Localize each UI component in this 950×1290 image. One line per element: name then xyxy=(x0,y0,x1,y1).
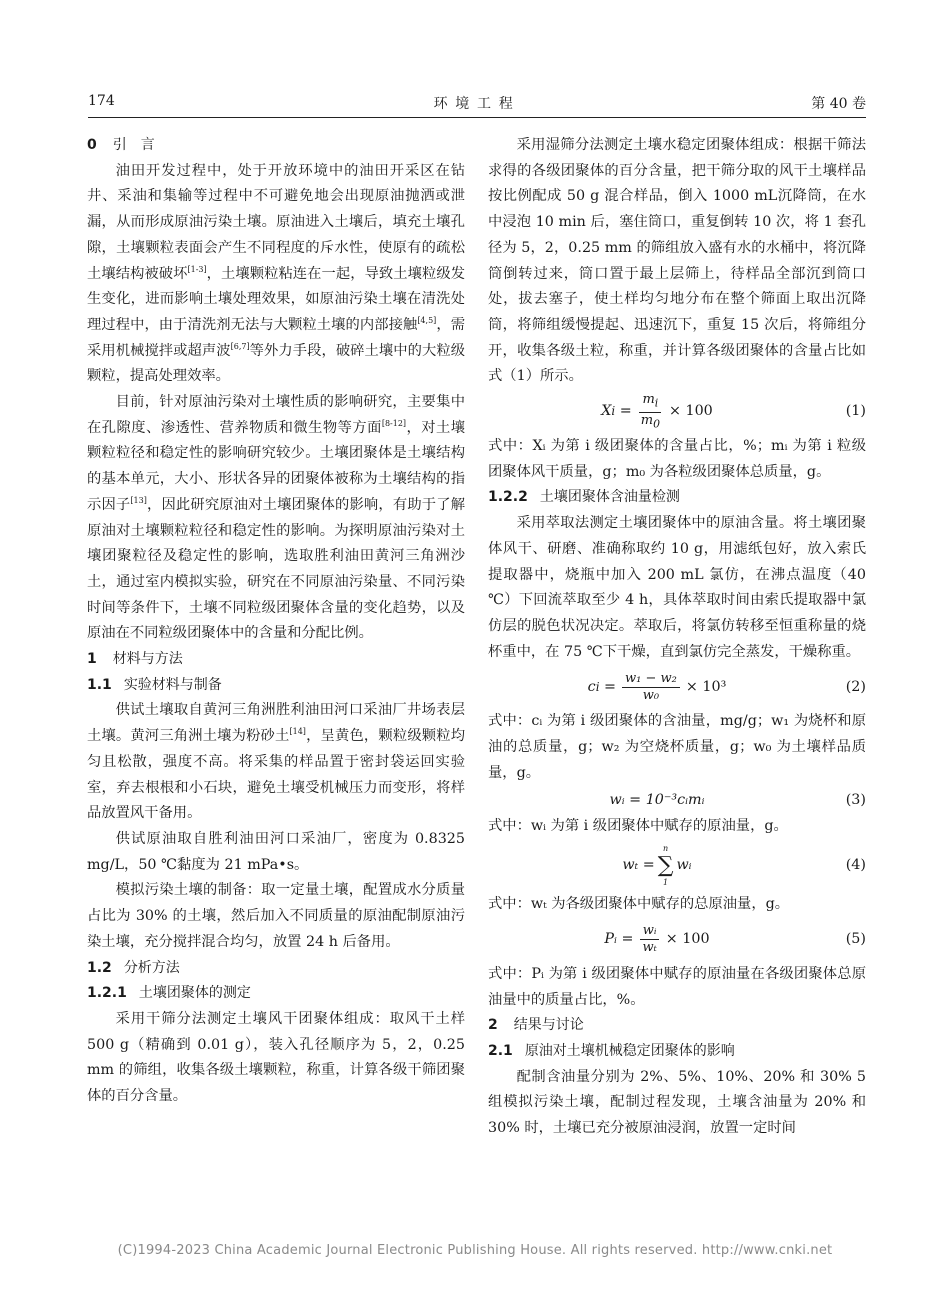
subsection-heading-1-2-2: 1.2.2 土壤团聚体含油量检测 xyxy=(488,489,680,506)
equation-4: wₜ = n ∑ 1 wᵢ (4) xyxy=(622,844,866,888)
copyright-footer: (C)1994-2023 China Academic Journal Electronic Publishing House. All rights reserved. http://www.cnki.net xyxy=(117,1243,833,1258)
definition-4: 式中：wₜ 为各级团聚体中赋存的总原油量，g。 xyxy=(488,896,790,913)
paragraph-preparation: 模拟污染土壤的制备：取一定量土壤，配置成水分质量占比为 30% 的土壤，然后加入不同质量的原油配制原油污染土壤，充分搅拌混合均匀，放置 24 h 后备用。 xyxy=(87,882,465,950)
fraction: $\frac{m_i}{m_0}$ xyxy=(640,391,660,431)
running-header xyxy=(88,93,866,117)
definition-5: 式中：Pᵢ 为第 i 级团聚体中赋存的原油量在各级团聚体总原油量中的质量占比，%。 xyxy=(488,965,866,1008)
right-column xyxy=(488,133,866,1142)
volume-label: 第 40 卷 xyxy=(811,96,866,112)
citation[interactable]: [4,5] xyxy=(417,315,437,325)
left-column xyxy=(87,133,465,1110)
equation-3: wᵢ = 10⁻³cᵢmᵢ (3) xyxy=(488,786,866,814)
citation[interactable]: [6,7] xyxy=(230,341,250,351)
equation-1: X i = $\frac{m_i}{m_0}$ × 100 (1) xyxy=(601,391,866,431)
paragraph-wet-sieve: 采用湿筛分法测定土壤水稳定团聚体组成：根据干筛法求得的各级团聚体的百分含量，把干筛分取的风干土壤样品按比例配成 50 g 混合样品，倒入 1000 mL沉降筒，在水中浸泡 10 min 后，塞住筒口，重复倒转 10 次，将 1 套孔径为 5，2，0.25 mm 的筛组放入盛有水的水桶中，将沉降筒倒转过来，筒口置于最上层筛上，待样品全部沉到筒口处，拔去塞子，使土样均匀地分布在整个筛面上取出沉降筒，将筛组缓慢提起、迅速沉下，重复 15 次后，将筛组分开，收集各级土粒，称重，并计算各级团聚体的含量占比如式（1）所示。 xyxy=(488,137,866,385)
paragraph-intro-2: 目前，针对原油污染对土壤性质的影响研究，主要集中在孔隙度、渗透性、营养物质和微生物等方面[8-12]，对土壤颗粒粒径和稳定性的影响研究较少。土壤团聚体是土壤结构的基本单元，大小、形状各异的团聚体被称为土壤结构的指示因子[13]，因此研究原油对土壤团聚体的影响，有助于了解原油对土壤颗粒粒径和稳定性的影响。为探明原油污染对土壤团聚粒径及稳定性的影响，选取胜利油田黄河三角洲沙土，通过室内模拟实验，研究在不同原油污染量、不同污染时间等条件下，土壤不同粒级团聚体含量的变化趋势，以及原油在不同粒级团聚体中的含量和分配比例。 xyxy=(87,394,466,642)
summation-symbol: n ∑ 1 xyxy=(657,844,674,888)
paragraph-results: 配制含油量分别为 2%、5%、10%、20% 和 30% 5 组模拟污染土壤，配制过程发现，土壤含油量为 20% 和 30% 时，土壤已充分被原油浸润，放置一定时间 xyxy=(488,1068,866,1137)
section-heading-2: 2 结果与讨论 xyxy=(488,1017,584,1034)
subsection-heading-1-1: 1.1 实验材料与制备 xyxy=(87,676,222,693)
citation[interactable]: [8-12] xyxy=(381,418,407,428)
definition-2: 式中：cᵢ 为第 i 级团聚体的含油量，mg/g；w₁ 为烧杯和原油的总质量，g；w₂ 为空烧杯质量，g；w₀ 为土壤样品质量，g。 xyxy=(488,713,866,781)
paragraph-soil: 供试土壤取自黄河三角洲胜利油田河口采油厂井场表层土壤。黄河三角洲土壤为粉砂土[14]，呈黄色，颗粒级颗粒均匀且松散，强度不高。将采集的样品置于密封袋运回实验室，弃去根根和小石块，避免土壤受机械压力而变形，将样品放置风干备用。 xyxy=(87,702,465,822)
paragraph-dry-sieve: 采用干筛分法测定土壤风干团聚体组成：取风干土样 500 g（精确到 0.01 g），装入孔径顺序为 5，2，0.25 mm 的筛组，收集各级土壤颗粒，称重，计算各级干筛团聚体的百分含量。 xyxy=(87,1010,465,1105)
page-number: 174 xyxy=(88,93,115,109)
paragraph-intro-1: 油田开发过程中，处于开放环境中的油田开采区在钻井、采油和集输等过程中不可避免地会出现原油抛洒或泄漏，从而形成原油污染土壤。原油进入土壤后，填充土壤孔隙，土壤颗粒表面会产生不同程度的斥水性，使原有的疏松土壤结构被破坏[1-3]，土壤颗粒粘连在一起，导致土壤粒级发生变化，进而影响土壤处理效果，如原油污染土壤在清洗处理过程中，由于清洗剂无法与大颗粒土壤的内部接触[4,5]，需采用机械搅拌或超声波[6,7]等外力手段，破碎土壤中的大粒级颗粒，提高处理效率。 xyxy=(87,162,466,385)
fraction: $\frac{\text{wᵢ}}{\text{wₜ}}$ xyxy=(639,923,659,956)
equation-number: (3) xyxy=(845,791,866,808)
equation-number: (4) xyxy=(845,857,866,874)
subsection-heading-1-2-1: 1.2.1 土壤团聚体的测定 xyxy=(87,985,251,1002)
subsection-heading-1-2: 1.2 分析方法 xyxy=(87,959,180,976)
citation[interactable]: [14] xyxy=(289,727,306,737)
paragraph-crude-oil: 供试原油取自胜利油田河口采油厂，密度为 0.8325 mg/L，50 ℃黏度为 21 mPa•s。 xyxy=(87,830,465,873)
equation-2: c i = $\frac{\text{w₁ − w₂}}{\text{w₀}}$ × 10³ (2) xyxy=(587,670,866,703)
equation-5: Pᵢ = $\frac{\text{wᵢ}}{\text{wₜ}}$ × 100 (5) xyxy=(604,923,866,956)
definition-3: 式中：wᵢ 为第 i 级团聚体中赋存的原油量，g。 xyxy=(488,818,788,835)
citation[interactable]: [1-3] xyxy=(187,264,207,274)
citation[interactable]: [13] xyxy=(130,495,147,505)
header-rule xyxy=(88,117,866,118)
equation-number: (1) xyxy=(845,403,866,420)
paragraph-extraction: 采用萃取法测定土壤团聚体中的原油含量。将土壤团聚体风干、研磨、准确称取约 10 g，用滤纸包好，放入索氏提取器中，烧瓶中加入 200 mL 氯仿，在沸点温度（40 ℃）下回流萃取至少 4 h，具体萃取时间由索氏提取器中氯仿层的脱色状况决定。萃取后，将氯仿转移至恒重称量的烧杯重中，在 75 ℃下干燥，直到氯仿完全蒸发，干燥称重。 xyxy=(488,515,866,660)
section-heading-0: 0 引 言 xyxy=(87,137,155,153)
definition-1: 式中：Xᵢ 为第 i 级团聚体的含量占比，%；mᵢ 为第 i 粒级团聚体风干质量，g；m₀ 为各粒级团聚体总质量，g。 xyxy=(488,438,866,480)
equation-number: (2) xyxy=(845,678,866,695)
subsection-heading-2-1: 2.1 原油对土壤机械稳定团聚体的影响 xyxy=(488,1042,735,1059)
equation-number: (5) xyxy=(845,931,866,948)
fraction: $\frac{\text{w₁ − w₂}}{\text{w₀}}$ xyxy=(622,671,680,704)
section-heading-1: 1 材料与方法 xyxy=(87,651,183,668)
journal-name: 环境工程 xyxy=(433,96,521,112)
